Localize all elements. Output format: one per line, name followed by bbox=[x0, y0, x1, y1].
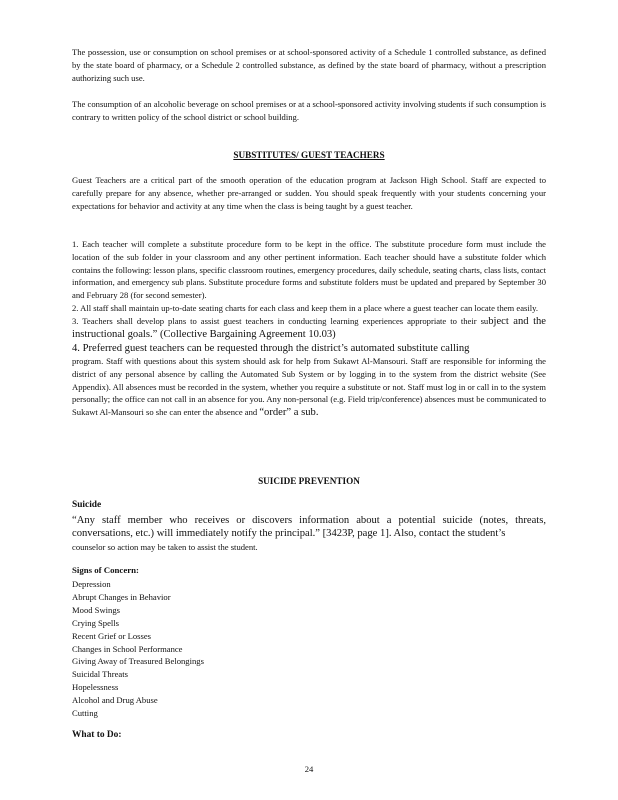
label-what-to-do: What to Do: bbox=[72, 730, 122, 740]
heading-suicide-prevention: SUICIDE PREVENTION bbox=[258, 476, 360, 486]
procedure-item-1: 1. Each teacher will complete a substitute procedure form to be kept in the office. The substitute procedure form must include the location of the sub folder in your classroom and any other pertinent information. Each teacher should have a substitute folder which contains the following: lesson plans, specific classroom routines, emergency procedures, daily schedule, seating charts, class lists, contact information, and emergency sub plans. Substitute procedure forms and substitute folders must be updated and prepared by September 30 and February 28 (for second semester). bbox=[72, 239, 546, 301]
sign-item: Suicidal Threats bbox=[72, 669, 128, 680]
sign-item: Recent Grief or Losses bbox=[72, 630, 151, 641]
substitute-procedures-list bbox=[72, 238, 546, 420]
sign-item: Changes in School Performance bbox=[72, 643, 183, 654]
label-signs-of-concern: Signs of Concern: bbox=[72, 565, 139, 575]
sign-item: Cutting bbox=[72, 708, 98, 719]
suicide-notice bbox=[72, 514, 546, 554]
sign-item: Hopelessness bbox=[72, 682, 119, 693]
paragraph-guest-teachers: Guest Teachers are a critical part of the smooth operation of the education program at Jackson High School. Staff are expected to carefully prepare for any absence, whether pre-arranged or sudden. You should speak frequently with your students concerning your expectations for behavior and activity at any time when the class is being taught by a guest teacher. bbox=[72, 175, 546, 211]
page-number: 24 bbox=[304, 764, 314, 774]
sign-item: Crying Spells bbox=[72, 617, 120, 628]
paragraph-possession: The possession, use or consumption on school premises or at school-sponsored activity of a Schedule 1 controlled substance, as defined by the state board of pharmacy, or a Schedule 2 controlled substance, as defined by the state board of pharmacy, without a prescription authorizing such use. bbox=[72, 47, 546, 83]
sign-item: Depression bbox=[72, 579, 111, 589]
procedure-item-2: 2. All staff shall maintain up-to-date seating charts for each class and keep them in a place where a guest teacher can locate them easily. bbox=[72, 302, 539, 313]
paragraph-alcohol: The consumption of an alcoholic beverage on school premises or at a school-sponsored activity involving students if such consumption is contrary to written policy of the school district or school building. bbox=[72, 99, 546, 122]
signs-of-concern-list bbox=[72, 578, 204, 720]
sign-item: Mood Swings bbox=[72, 604, 120, 615]
heading-substitutes: SUBSTITUTES/ GUEST TEACHERS bbox=[233, 150, 385, 160]
procedure-item-4: program. Staff with questions about this system should ask for help from Sukawt Al-Mansouri. Staff are responsible for informing the district of any personal absence by calling the Automated Sub System or by logging in to the system from the district website (See Appendix). All absences must be recorded in the system, whether you require a substitute or not. Staff must log in or call in to the system personally; the office can not call in an absence for you. Any non-personal (e.g. Field trip/conference) absences must be communicated to Sukawt Al-Mansouri so she can enter the absence and “order” a sub. bbox=[72, 356, 546, 419]
sign-item: Giving Away of Treasured Belongings bbox=[72, 656, 204, 667]
sign-item: Abrupt Changes in Behavior bbox=[72, 591, 171, 602]
suicide-tail: counselor so action may be taken to assist the student. bbox=[72, 541, 258, 552]
label-suicide: Suicide bbox=[72, 500, 102, 510]
suicide-quote: “Any staff member who receives or discovers information about a potential suicide (notes, threats, conversations, etc.) will immediately notify the principal.” [3423P, page 1]. Also, contact the student’s bbox=[72, 515, 546, 540]
sign-item: Alcohol and Drug Abuse bbox=[72, 695, 158, 706]
procedure-item-3: 3. Teachers shall develop plans to assist guest teachers in conducting learning experiences appropriate to their subject and the instructional goals.” (Collective Bargaining Agreement 10.03) bbox=[72, 315, 547, 341]
procedure-item-4-heading: 4. Preferred guest teachers can be requested through the district’s automated substitute calling bbox=[72, 342, 470, 354]
